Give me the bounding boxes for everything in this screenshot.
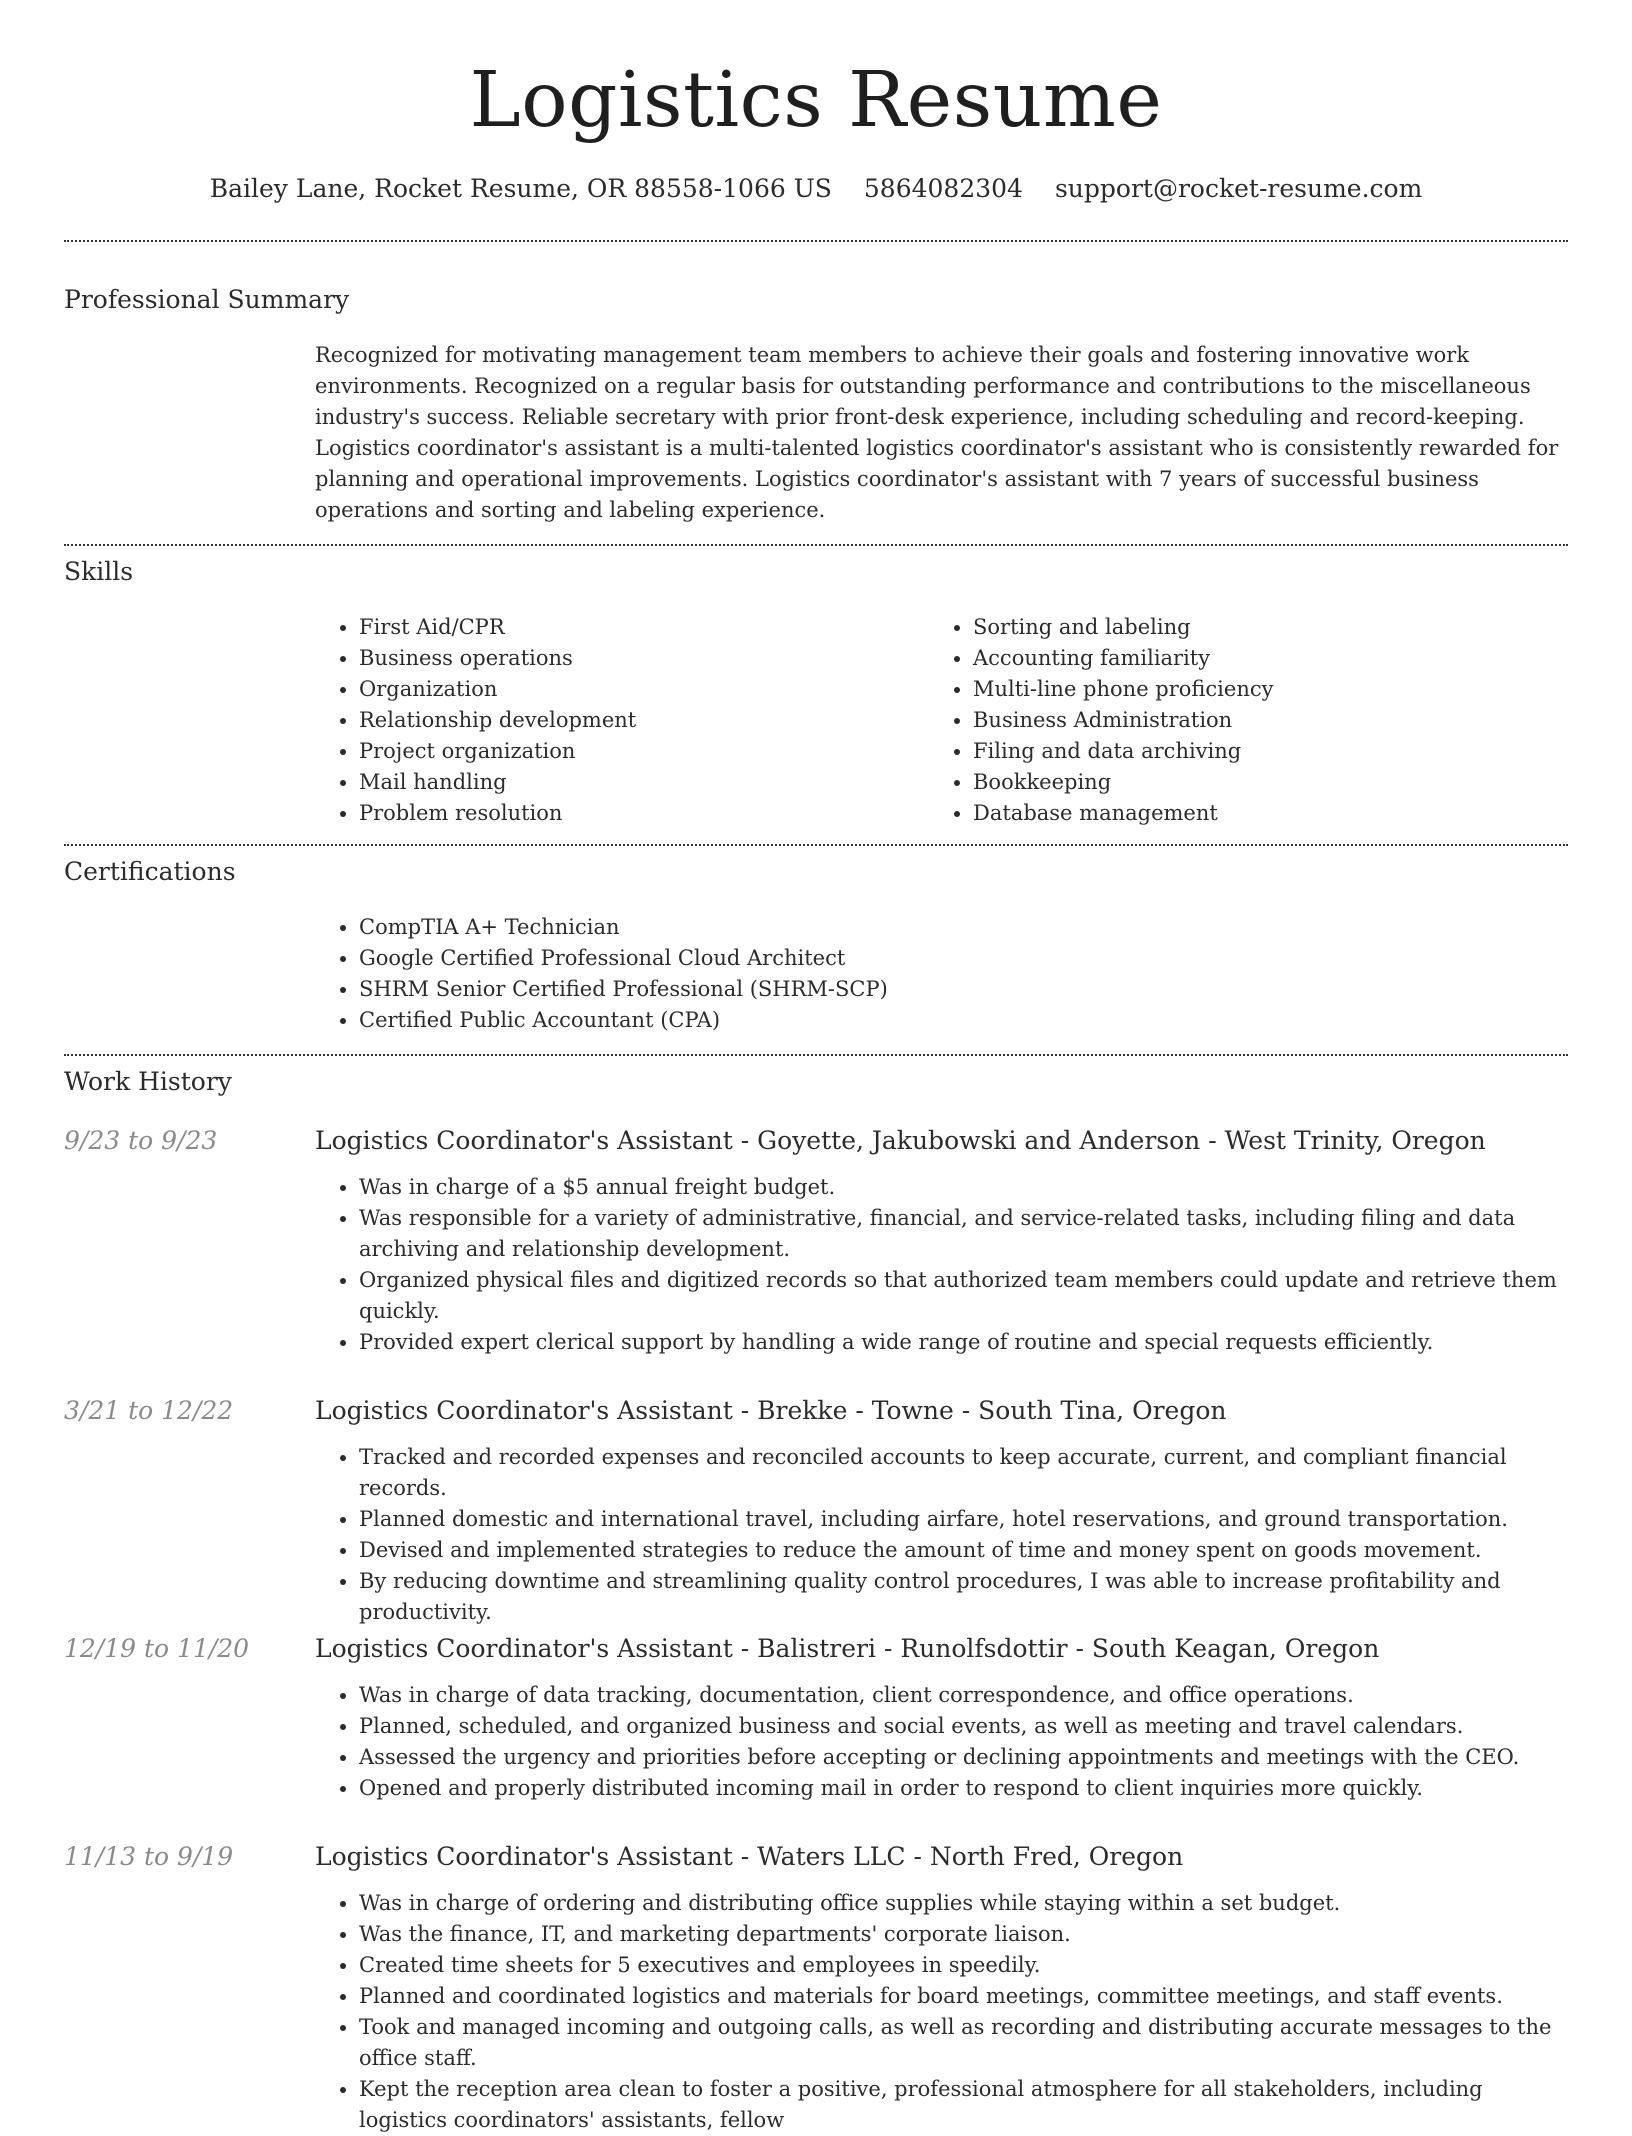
job-title: Logistics Coordinator's Assistant - Waters LLC - North Fred, Oregon (315, 1842, 1184, 1871)
certifications-list (315, 912, 888, 1036)
certification-item: • Certified Public Accountant (CPA) (359, 1005, 888, 1036)
job-bullet: • Was the finance, IT, and marketing departments' corporate liaison. (359, 1919, 1568, 1950)
job-bullet: • Planned domestic and international travel, including airfare, hotel reservations, and ground transportation. (359, 1504, 1568, 1535)
contact-email: support@rocket-resume.com (1054, 174, 1423, 203)
job-bullet: • Organized physical files and digitized records so that authorized team members could update and retrieve them quickly. (359, 1265, 1568, 1327)
skills-column-left (315, 612, 636, 829)
skill-item: • Relationship development (359, 705, 636, 736)
certification-item: • Google Certified Professional Cloud Architect (359, 943, 888, 974)
job-bullet: • Devised and implemented strategies to reduce the amount of time and money spent on goods movement. (359, 1535, 1568, 1566)
job-bullet: • Was in charge of ordering and distributing office supplies while staying within a set budget. (359, 1888, 1568, 1919)
job-dates: 12/19 to 11/20 (64, 1634, 250, 1663)
skills-list (929, 612, 1273, 829)
skill-item: • Filing and data archiving (973, 736, 1273, 767)
divider (64, 1054, 1568, 1056)
skill-item: • Problem resolution (359, 798, 636, 829)
skill-item: • First Aid/CPR (359, 612, 636, 643)
job-bullet: • Took and managed incoming and outgoing calls, as well as recording and distributing accurate messages to the office staff. (359, 2012, 1568, 2074)
contact-phone: 5864082304 (863, 174, 1023, 203)
skill-item: • Mail handling (359, 767, 636, 798)
divider (64, 544, 1568, 546)
contact-address: Bailey Lane, Rocket Resume, OR 88558-1066 US (209, 174, 832, 203)
certification-item: • SHRM Senior Certified Professional (SHRM-SCP) (359, 974, 888, 1005)
skill-item: • Business operations (359, 643, 636, 674)
job-bullet: • By reducing downtime and streamlining quality control procedures, I was able to increase profitability and productivity. (359, 1566, 1568, 1628)
skills-heading: Skills (64, 557, 134, 586)
job-bullet-list (315, 1442, 1568, 1628)
job-bullets (315, 1442, 1568, 1628)
certification-item: • CompTIA A+ Technician (359, 912, 888, 943)
skill-item: • Project organization (359, 736, 636, 767)
job-bullet: • Planned, scheduled, and organized business and social events, as well as meeting and travel calendars. (359, 1711, 1568, 1742)
job-title: Logistics Coordinator's Assistant - Balistreri - Runolfsdottir - South Keagan, Oregon (315, 1634, 1380, 1663)
work-history-heading: Work History (64, 1067, 232, 1096)
skill-item: • Organization (359, 674, 636, 705)
resume-title: Logistics Resume (469, 56, 1163, 145)
job-bullet-list (315, 1680, 1568, 1804)
skill-item: • Sorting and labeling (973, 612, 1273, 643)
skill-item: • Business Administration (973, 705, 1273, 736)
skills-list (315, 612, 636, 829)
job-bullets (315, 1172, 1568, 1358)
skill-item: • Database management (973, 798, 1273, 829)
job-bullet: • Was responsible for a variety of administrative, financial, and service-related tasks, including filing and data archiving and relationship development. (359, 1203, 1568, 1265)
skill-item: • Multi-line phone proficiency (973, 674, 1273, 705)
contact-line (0, 172, 1632, 206)
job-bullet: • Kept the reception area clean to foster a positive, professional atmosphere for all stakeholders, including logistics coordinators' assistants, fellow (359, 2074, 1568, 2136)
skill-item: • Bookkeeping (973, 767, 1273, 798)
job-dates: 11/13 to 9/19 (64, 1842, 234, 1871)
skills-column-right (929, 612, 1273, 829)
job-bullet: • Opened and properly distributed incoming mail in order to respond to client inquiries more quickly. (359, 1773, 1568, 1804)
job-bullets (315, 1680, 1568, 1804)
job-bullet: • Was in charge of a $5 annual freight budget. (359, 1172, 1568, 1203)
divider (64, 240, 1568, 242)
summary-text: Recognized for motivating management team members to achieve their goals and fostering innovative work environments. Recognized on a regular basis for outstanding performance and contributions to the miscellaneous industry's success. Reliable secretary with prior front-desk experience, including scheduling and record-keeping. Logistics coordinator's assistant is a multi-talented logistics coordinator's assistant who is consistently rewarded for planning and operational improvements. Logistics coordinator's assistant with 7 years of successful business operations and sorting and labeling experience. (315, 343, 1559, 522)
job-bullet-list (315, 1172, 1568, 1358)
job-bullet: • Tracked and recorded expenses and reconciled accounts to keep accurate, current, and compliant financial records. (359, 1442, 1568, 1504)
job-dates: 9/23 to 9/23 (64, 1126, 218, 1155)
job-bullet: • Provided expert clerical support by handling a wide range of routine and special requests efficiently. (359, 1327, 1568, 1358)
job-title: Logistics Coordinator's Assistant - Brekke - Towne - South Tina, Oregon (315, 1396, 1227, 1425)
job-bullet: • Assessed the urgency and priorities before accepting or declining appointments and meetings with the CEO. (359, 1742, 1568, 1773)
job-bullet: • Was in charge of data tracking, documentation, client correspondence, and office operations. (359, 1680, 1568, 1711)
job-bullet: • Created time sheets for 5 executives and employees in speedily. (359, 1950, 1568, 1981)
certifications-heading: Certifications (64, 857, 236, 886)
job-title: Logistics Coordinator's Assistant - Goyette, Jakubowski and Anderson - West Trinity, Oregon (315, 1126, 1486, 1155)
certifications-block (315, 912, 888, 1036)
job-bullets (315, 1888, 1568, 2136)
summary-heading: Professional Summary (64, 285, 350, 314)
skill-item: • Accounting familiarity (973, 643, 1273, 674)
divider (64, 844, 1568, 846)
job-bullet: • Planned and coordinated logistics and materials for board meetings, committee meetings, and staff events. (359, 1981, 1568, 2012)
job-bullet-list (315, 1888, 1568, 2136)
job-dates: 3/21 to 12/22 (64, 1396, 234, 1425)
